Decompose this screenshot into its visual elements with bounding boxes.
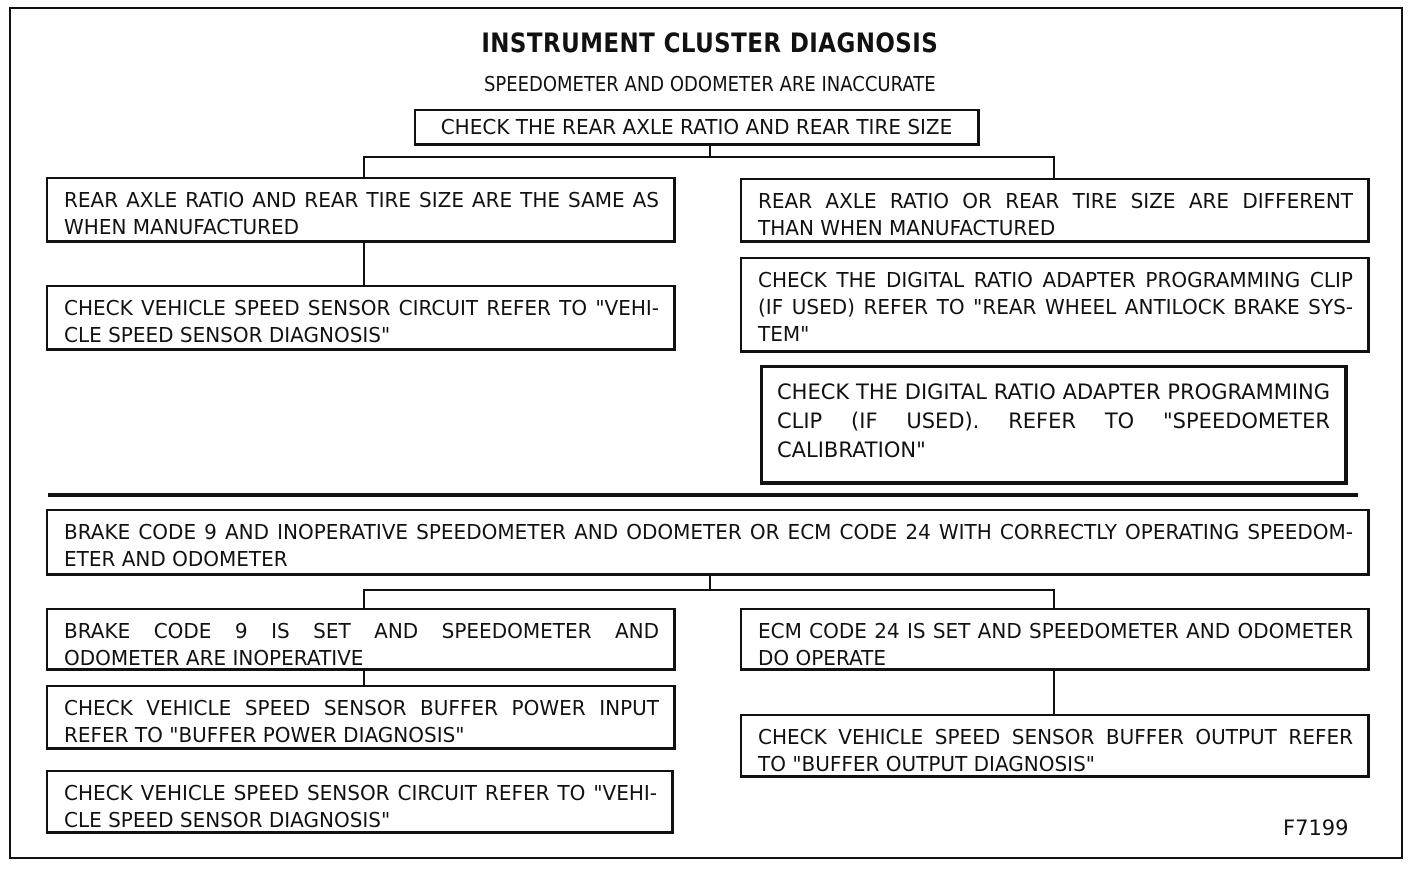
top-left-action-box — [46, 285, 676, 351]
top-left-action-text: CHECK VEHICLE SPEED SENSOR CIRCUIT REFER TO "VEHI-CLE SPEED SENSOR DIAGNOSIS" — [64, 296, 659, 347]
top-right-action-2-text: CHECK THE DIGITAL RATIO ADAPTER PROGRAMMING CLIP (IF USED). REFER TO "SPEEDOMETER CALIBRATION" — [777, 380, 1330, 462]
connector — [363, 156, 365, 178]
connector — [1053, 589, 1055, 609]
connector — [363, 589, 1055, 591]
top-right-action-2-box — [760, 365, 1348, 485]
top-root-box — [414, 109, 980, 146]
connector — [363, 156, 1055, 158]
top-root-text: CHECK THE REAR AXLE RATIO AND REAR TIRE SIZE — [440, 115, 953, 139]
connector — [363, 670, 365, 686]
section-divider — [48, 493, 1358, 497]
top-left-branch-box — [46, 177, 676, 243]
bottom-left-branch-text: BRAKE CODE 9 IS SET AND SPEEDOMETER AND ODOMETER ARE INOPERATIVE — [64, 619, 659, 670]
bottom-left-action-2-box — [46, 770, 674, 834]
bottom-left-action-2-text: CHECK VEHICLE SPEED SENSOR CIRCUIT REFER TO "VEHI-CLE SPEED SENSOR DIAGNOSIS" — [64, 781, 657, 832]
connector — [1053, 670, 1055, 716]
top-right-action-1-box — [740, 257, 1370, 353]
bottom-left-branch-box — [46, 608, 676, 671]
connector — [363, 242, 365, 287]
bottom-root-text: BRAKE CODE 9 AND INOPERATIVE SPEEDOMETER AND ODOMETER OR ECM CODE 24 WITH CORRECTLY OPERATING SPEEDOM-ETER AND ODOMETER — [64, 520, 1353, 571]
bottom-left-action-1-box — [46, 685, 676, 750]
bottom-right-action-text: CHECK VEHICLE SPEED SENSOR BUFFER OUTPUT REFER TO "BUFFER OUTPUT DIAGNOSIS" — [758, 725, 1353, 776]
top-right-branch-box — [740, 178, 1370, 243]
connector — [363, 589, 365, 609]
connector — [1053, 156, 1055, 178]
bottom-left-action-1-text: CHECK VEHICLE SPEED SENSOR BUFFER POWER INPUT REFER TO "BUFFER POWER DIAGNOSIS" — [64, 696, 659, 747]
diagram-title: INSTRUMENT CLUSTER DIAGNOSIS — [481, 28, 939, 59]
top-right-action-1-text: CHECK THE DIGITAL RATIO ADAPTER PROGRAMMING CLIP (IF USED) REFER TO "REAR WHEEL ANTILOCK BRAKE SYS-TEM" — [758, 268, 1353, 346]
top-left-branch-text: REAR AXLE RATIO AND REAR TIRE SIZE ARE THE SAME AS WHEN MANUFACTURED — [64, 188, 659, 239]
bottom-right-branch-box — [740, 608, 1370, 671]
figure-number: F7199 — [1283, 816, 1349, 840]
bottom-right-branch-text: ECM CODE 24 IS SET AND SPEEDOMETER AND ODOMETER DO OPERATE — [758, 619, 1353, 670]
bottom-root-box — [46, 509, 1370, 576]
diagram-subtitle: SPEEDOMETER AND ODOMETER ARE INACCURATE — [483, 72, 936, 96]
bottom-right-action-box — [740, 714, 1370, 778]
top-right-branch-text: REAR AXLE RATIO OR REAR TIRE SIZE ARE DIFFERENT THAN WHEN MANUFACTURED — [758, 189, 1353, 240]
